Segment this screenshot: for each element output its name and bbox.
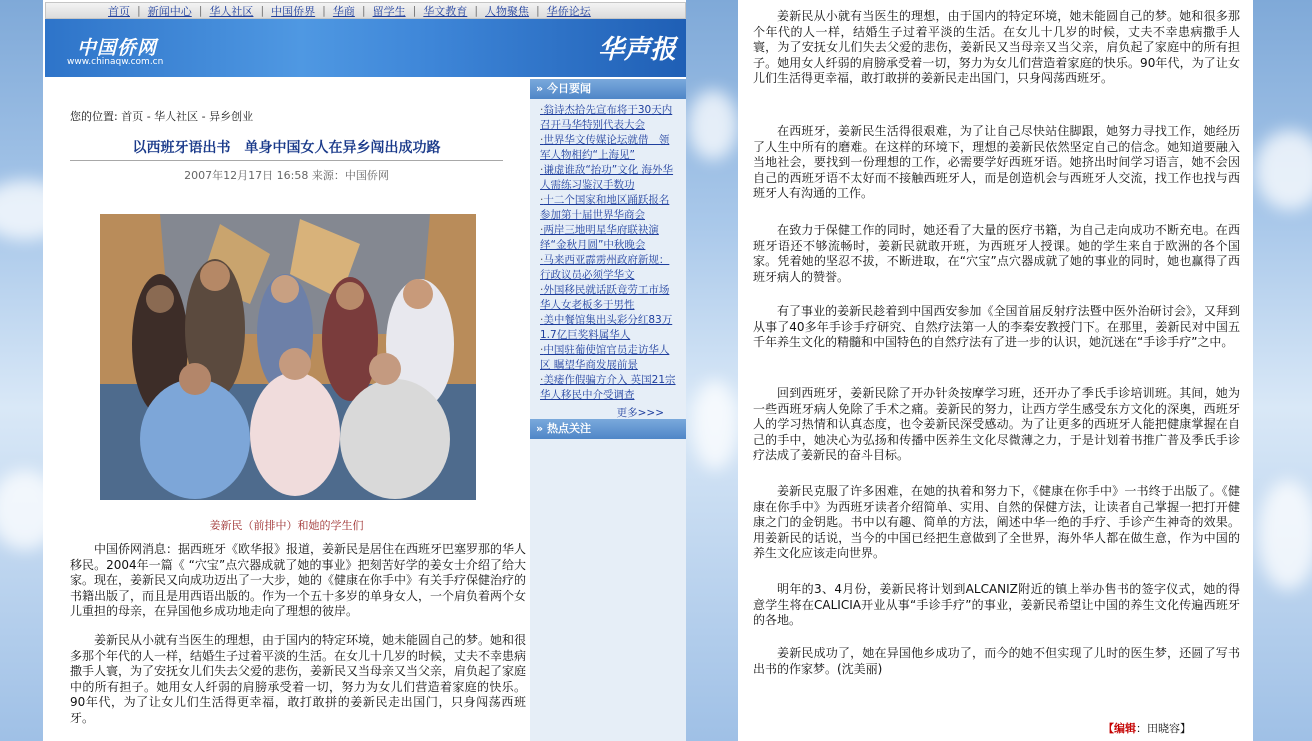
- nav-overseas-chinese[interactable]: 中国侨界: [271, 4, 316, 18]
- right-page-panel: [738, 0, 1253, 741]
- huasheng-logo: 华声报: [597, 35, 676, 65]
- news-sidebar: [530, 79, 686, 741]
- left-page-panel: [43, 0, 686, 741]
- more-news-link[interactable]: 更多>>>: [616, 407, 664, 419]
- nav-separator: |: [322, 4, 326, 17]
- news-link[interactable]: [540, 283, 678, 313]
- site-logo[interactable]: 中国侨网: [77, 37, 158, 59]
- nav-home[interactable]: 首页: [108, 4, 130, 18]
- nav-forum[interactable]: 华侨论坛: [546, 4, 591, 18]
- news-link-text: 中国驻葡使馆官员走访华人区 瞩望华商发展前景: [540, 344, 670, 371]
- news-link-text: 外国移民就话跃竟劳工市场华人女老板多于男性: [540, 284, 670, 311]
- cloud-decoration: [1258, 480, 1312, 590]
- nav-students[interactable]: 留学生: [372, 4, 406, 18]
- article-paragraph: 姜新民成功了，她在异国他乡成功了，而今的她不但实现了儿时的医生梦，还圆了写书出书的作家梦。(沈美丽): [753, 646, 1240, 676]
- news-link-text: 马来西亚霹雳州政府新规：行政议员必须学华文: [540, 254, 670, 281]
- news-link-text: 两岸三地明星华府联袂演绎“金秋月圆”中秋晚会: [540, 224, 659, 251]
- nav-education[interactable]: 华文教育: [423, 4, 468, 18]
- group-photo-illustration: [100, 214, 476, 500]
- nav-separator: |: [412, 4, 417, 17]
- news-link[interactable]: [540, 223, 678, 253]
- nav-business[interactable]: 华商: [332, 4, 355, 18]
- editor-name: ：田晓容】: [1136, 722, 1191, 735]
- article-photo: [100, 214, 476, 500]
- news-link[interactable]: [540, 343, 678, 373]
- news-link-text: 谦虚谁敌“抬功”文化 海外华人需练习鉴汉手数功: [540, 164, 674, 191]
- article-paragraph: 在致力于保健工作的同时，她还看了大量的医疗书籍，为自己走向成功不断充电。在西班牙语还不够流畅时，姜新民就敢开班，为西班牙人授课。她的学生来自于欧洲的各个国家。凭着她的坚忍不拔，不断进取，在“穴宝”点穴器成就了她的事业的同时，她也赢得了西班牙病人的赞誉。: [753, 223, 1240, 284]
- breadcrumb: [70, 108, 253, 124]
- hot-topics-title: 热点关注: [546, 422, 591, 435]
- editor-credit: [1103, 720, 1191, 736]
- news-link[interactable]: [540, 193, 678, 223]
- news-link[interactable]: [540, 163, 678, 193]
- bullet-icon: ·: [540, 344, 544, 356]
- double-chevron-icon: »: [536, 82, 544, 95]
- news-link[interactable]: [540, 133, 678, 163]
- photo-caption: 姜新民（前排中）和她的学生们: [209, 519, 364, 532]
- bullet-icon: ·: [540, 284, 544, 296]
- breadcrumb-prefix: 您的位置:: [70, 110, 118, 123]
- news-link-text: 美痿作假骗方介入 英国21宗华人移民中介受调查: [540, 374, 676, 401]
- nav-community[interactable]: 华人社区: [209, 4, 254, 18]
- article-paragraph: 姜新民从小就有当医生的理想，由于国内的特定环境，她未能圆自己的梦。她和很多那个年代的人一样，结婚生子过着平淡的生活。在女儿十几岁的时候，丈夫不幸患病撒手人寰，为了安抚女儿们失去父爱的悲伤，姜新民又当母亲又当父亲，肩负起了家庭中的所有担子。她用女人纤弱的肩膀承受着一切，努力为女儿们营造着家庭的快乐。90年代，为了让女儿们生活得更幸福，敢打敢拼的姜新民走出国门，只身闯荡西班牙。: [70, 633, 527, 725]
- cloud-decoration: [688, 90, 738, 160]
- article-title: 以西班牙语出书 单身中国女人在异乡闯出成功路: [132, 140, 441, 156]
- nav-separator: |: [137, 4, 141, 17]
- article-meta: 2007年12月17日 16:58 来源：中国侨网: [184, 169, 389, 182]
- title-divider: [70, 160, 503, 161]
- article-paragraph: 姜新民克服了许多困难，在她的执着和努力下，《健康在你手中》一书终于出版了。《健康在你手中》为西班牙读者介绍简单、实用、自然的保健方法，让读者自己掌握一把打开健康之门的金钥匙。书中以有趣、简单的方法，阐述中华一绝的手疗、手诊产生神奇的效果。用姜新民的话说，当今的中国已经把生意做到了全世界，海外华人都在做生意，作为中国的养生文化应该走向世界。: [753, 484, 1240, 560]
- cloud-decoration: [692, 380, 738, 470]
- cloud-decoration: [1255, 130, 1312, 210]
- bullet-icon: ·: [540, 374, 544, 386]
- news-link-text: 美中餐馆集出头彩分红83万1.7亿巨奖料属华人: [540, 314, 673, 341]
- bullet-icon: ·: [540, 164, 544, 176]
- site-url: www.chinaqw.com.cn: [67, 57, 164, 67]
- article-paragraph: 在西班牙，姜新民生活得很艰难，为了让自己尽快站住脚跟，她努力寻找工作，她经历了人生中所有的磨难。在这样的环境下，理想的姜新民依然坚定自己的信念。她知道要融入当地社会，要找到一份理想的工作，必需要学好西班牙语。她挤出时间学习语言，她不会因自己的西班牙语不太好而不接触西班牙人，而是创造机会与西班牙人交流，找工作也找与西班牙人有沟通的工作。: [753, 124, 1240, 200]
- bullet-icon: ·: [540, 104, 544, 116]
- nav-news-center[interactable]: 新闻中心: [147, 4, 192, 18]
- nav-separator: |: [198, 4, 203, 17]
- top-navigation: [45, 2, 686, 19]
- today-news-header: [530, 79, 686, 99]
- news-link-text: 十二个国家和地区踊跃报名参加第十届世界华商会: [540, 194, 670, 221]
- bullet-icon: ·: [540, 134, 544, 146]
- article-paragraph: 中国侨网消息：据西班牙《欧华报》报道，姜新民是居住在西班牙巴塞罗那的华人移民。2004年一篇《 “穴宝”点穴器成就了她的事业》把刻苦好学的姜女士介绍了给大家。现在，姜新民又向成功迈出了一大步，她的《健康在你手中》有关手疗保健治疗的书籍出版了，而且是用西语出版的。作为一个五十多岁的单身女人，一个肩负着两个女儿重担的母亲，在异国他乡成功地走向了理想的彼岸。: [70, 542, 527, 618]
- news-link-text: 世界华文传媒论坛就借 领军人物相约“上海见”: [540, 134, 670, 161]
- nav-separator: |: [536, 4, 540, 17]
- news-link[interactable]: [540, 313, 678, 343]
- news-link[interactable]: [540, 253, 678, 283]
- hot-topics-header: [530, 419, 686, 439]
- bullet-icon: ·: [540, 254, 544, 266]
- news-link[interactable]: [540, 373, 678, 403]
- article-paragraph: 回到西班牙，姜新民除了开办针灸按摩学习班，还开办了季氏手诊培训班。其间，她为一些西班牙病人免除了手术之痛。姜新民的努力，让西方学生感受东方文化的深奥，西班牙人的学习热情和认真态度，也令姜新民深受感动。为了让更多的西班牙人能把健康掌握在自己的手中，她决心为弘扬和传播中医养生文化尽微薄之力，于是计划着书推广普及季氏手诊疗法成了姜新民的奋斗目标。: [753, 386, 1240, 462]
- news-link-text: 翁诗杰拾先宣布将于30天内召开马华特别代表大会: [540, 104, 673, 131]
- bullet-icon: ·: [540, 224, 544, 236]
- article-paragraph: 明年的3、4月份，姜新民将计划到ALCANIZ附近的镇上举办售书的签字仪式，她的得意学生将在CALICIA开业从事“手诊手疗”的事业，姜新民希望让中国的养生文化传遍西班牙的各地。: [753, 582, 1240, 627]
- bullet-icon: ·: [540, 194, 544, 206]
- nav-separator: |: [260, 4, 265, 17]
- today-news-title: 今日要闻: [546, 82, 591, 95]
- breadcrumb-path[interactable]: 首页 - 华人社区 - 异乡创业: [121, 110, 254, 123]
- article-paragraph: 有了事业的姜新民趁着到中国西安参加《全国首届反射疗法暨中医外治研讨会》，又拜到从事了40多年手诊手疗研究、自然疗法第一人的李秦安教授门下。在那里，姜新民对中国五千年养生文化的精髓和中国特色的自然疗法有了进一步的认识，她沉迷在“手诊手疗”之中。: [753, 304, 1240, 349]
- site-banner: [45, 19, 686, 77]
- article-paragraph: 姜新民从小就有当医生的理想，由于国内的特定环境，她未能圆自己的梦。她和很多那个年代的人一样，结婚生子过着平淡的生活。在女儿十几岁的时候，丈夫不幸患病撒手人寰，为了安抚女儿们失去父爱的悲伤，姜新民又当母亲又当父亲，肩负起了家庭中的所有担子。她用女人纤弱的肩膀承受着一切，努力为女儿们营造着家庭的快乐。90年代，为了让女儿们生活得更幸福，敢打敢拼的姜新民走出国门，只身闯荡西班牙。: [753, 9, 1240, 85]
- double-chevron-icon: »: [536, 422, 544, 435]
- bullet-icon: ·: [540, 314, 544, 326]
- nav-separator: |: [361, 4, 366, 17]
- nav-people[interactable]: 人物聚焦: [485, 4, 530, 18]
- nav-separator: |: [474, 4, 479, 17]
- news-link[interactable]: [540, 103, 678, 133]
- news-list: [530, 99, 686, 420]
- editor-label: 【编辑: [1103, 722, 1136, 735]
